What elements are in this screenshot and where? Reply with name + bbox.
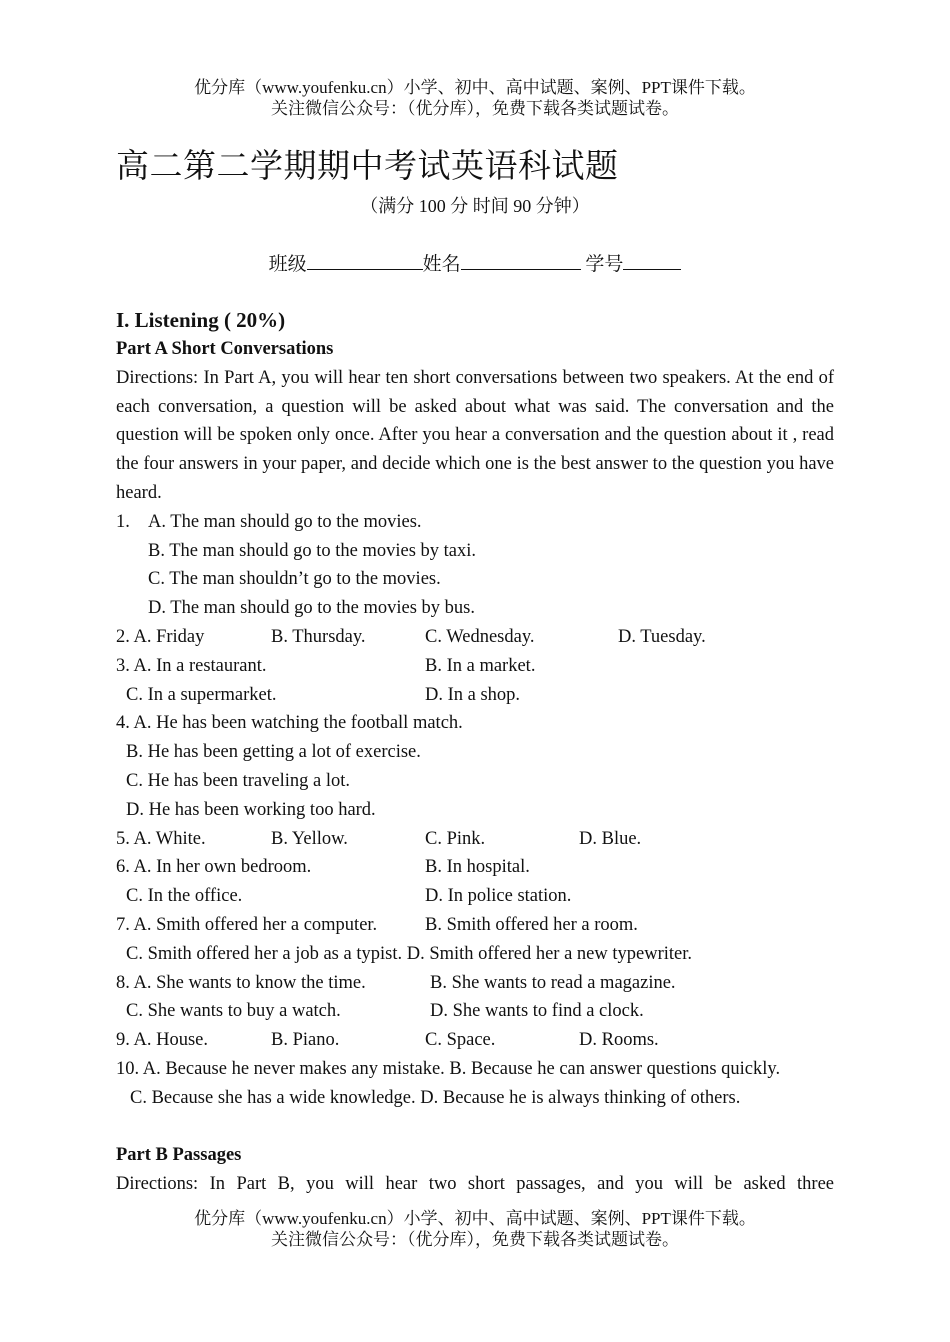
option-text: C. Smith offered her a job as a typist. D. Smith offered her a new typewriter.: [126, 943, 693, 964]
option-text: C. In the office.: [126, 886, 243, 907]
section-heading-listening: I. Listening ( 20%): [116, 308, 286, 332]
option-text: C. Wednesday.: [425, 626, 535, 647]
option-text: C. Pink.: [425, 828, 486, 849]
option-text: B. He has been getting a lot of exercise.: [126, 742, 421, 763]
option-text: 10. A. Because he never makes any mistake. B. Because he can answer questions quickly.: [116, 1058, 781, 1079]
option-text: 5. A. White.: [116, 828, 206, 849]
question-7-row-2: [116, 940, 834, 969]
page-footer: [0, 1208, 950, 1250]
header-line-1: 优分库（www.youfenku.cn）小学、初中、高中试题、案例、PPT课件下载。: [194, 78, 756, 97]
class-label: 班级: [268, 254, 307, 275]
question-2: [116, 623, 834, 652]
option-text: 4. A. He has been watching the football match.: [116, 713, 463, 734]
id-blank[interactable]: [623, 251, 681, 270]
question-6-row-2: [116, 882, 834, 911]
option-text: B. In hospital.: [425, 857, 530, 878]
exam-content: [116, 306, 834, 1199]
header-line-2: 关注微信公众号：（优分库），免费下载各类试题试卷。: [271, 99, 679, 118]
option-text: C. Because she has a wide knowledge. D. Because he is always thinking of others.: [130, 1087, 741, 1108]
question-4-option-d: [116, 796, 834, 825]
option-text: D. In a shop.: [425, 684, 521, 705]
question-7-row-1: [116, 911, 834, 940]
footer-line-1: 优分库（www.youfenku.cn）小学、初中、高中试题、案例、PPT课件下载。: [194, 1209, 756, 1228]
option-text: C. In a supermarket.: [126, 684, 277, 705]
question-4-option-a: [116, 709, 834, 738]
option-text: B. In a market.: [425, 655, 536, 676]
option-text: D. She wants to find a clock.: [430, 1001, 644, 1022]
option-text: C. She wants to buy a watch.: [126, 1001, 341, 1022]
option-text: D. He has been working too hard.: [126, 799, 376, 820]
option-text: C. Space.: [425, 1030, 496, 1051]
part-b-heading: Part B Passages: [116, 1145, 242, 1166]
option-text: C. He has been traveling a lot.: [126, 770, 350, 791]
question-4-option-c: [116, 767, 834, 796]
part-a-directions: Directions: In Part A, you will hear ten short conversations between two speakers. At the end of each conversation, a question will be asked about what was said. The conversation and the question will be spoken only once. After you hear a conversation and the question about it , read the four answers in your paper, and decide which one is the best answer to the question you have heard.: [116, 367, 834, 503]
page-header: [0, 77, 950, 119]
option-text: 8. A. She wants to know the time.: [116, 972, 366, 993]
question-8-row-2: [116, 997, 834, 1026]
student-info-line: [0, 249, 950, 276]
question-4-option-b: [116, 738, 834, 767]
name-blank[interactable]: [461, 251, 581, 270]
option-text: B. Yellow.: [271, 828, 348, 849]
class-blank[interactable]: [307, 251, 423, 270]
option-text: D. The man should go to the movies by bus.: [148, 598, 475, 619]
option-text: B. Smith offered her a room.: [425, 914, 638, 935]
question-10-row-2: [116, 1084, 834, 1113]
footer-line-2: 关注微信公众号：（优分库），免费下载各类试题试卷。: [271, 1230, 679, 1249]
exam-title: 高二第二学期期中考试英语科试题: [116, 146, 619, 185]
option-text: 6. A. In her own bedroom.: [116, 857, 312, 878]
option-text: 9. A. House.: [116, 1030, 208, 1051]
option-text: B. Thursday.: [271, 626, 366, 647]
question-3-row-1: [116, 652, 834, 681]
question-6-row-1: [116, 853, 834, 882]
option-text: C. The man shouldn’t go to the movies.: [148, 569, 441, 590]
part-a-heading: Part A Short Conversations: [116, 339, 334, 359]
option-text: B. The man should go to the movies by taxi.: [148, 540, 477, 561]
option-text: D. Rooms.: [579, 1030, 659, 1051]
exam-subtitle: （满分 100 分 时间 90 分钟）: [360, 196, 590, 216]
question-5: [116, 825, 834, 854]
option-text: B. Piano.: [271, 1030, 340, 1051]
question-number: 1.: [116, 511, 130, 532]
question-1-option-b: [116, 537, 834, 566]
question-1-option-d: [116, 594, 834, 623]
option-text: 3. A. In a restaurant.: [116, 655, 267, 676]
question-10-row-1: [116, 1055, 834, 1084]
option-text: D. Tuesday.: [618, 626, 706, 647]
option-text: 2. A. Friday: [116, 626, 205, 647]
question-8-row-1: [116, 969, 834, 998]
spacer: [116, 1113, 834, 1142]
id-label: 学号: [585, 254, 624, 275]
option-text: A. The man should go to the movies.: [148, 511, 422, 532]
question-1-option-a: [116, 508, 834, 537]
question-3-row-2: [116, 681, 834, 710]
option-text: D. In police station.: [425, 886, 572, 907]
option-text: D. Blue.: [579, 828, 642, 849]
option-text: 7. A. Smith offered her a computer.: [116, 914, 378, 935]
option-text: B. She wants to read a magazine.: [430, 972, 676, 993]
name-label: 姓名: [422, 254, 461, 275]
question-9: [116, 1026, 834, 1055]
question-1-option-c: [116, 565, 834, 594]
part-b-directions: Directions: In Part B, you will hear two short passages, and you will be asked three: [116, 1174, 834, 1195]
